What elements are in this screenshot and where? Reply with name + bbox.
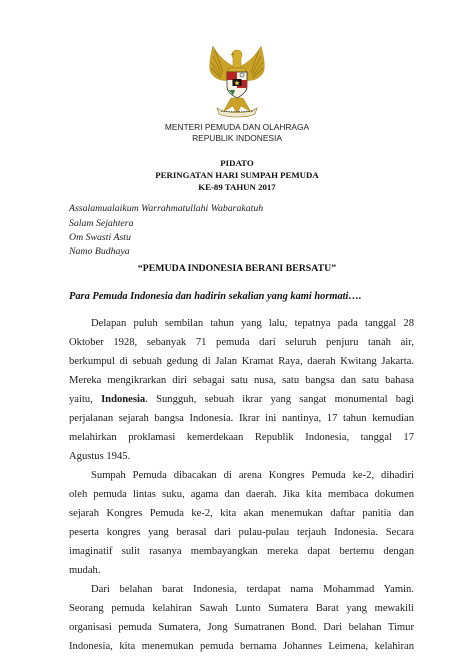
document-title: PIDATO — [220, 158, 254, 168]
greeting-islamic: Assalamualaikum Warrahmatullahi Wabarakatuh — [69, 203, 264, 214]
greeting-buddhist: Namo Budhaya — [69, 246, 130, 257]
paragraph-line: melahirkan proklamasi kemerdekaan Republik Indonesia, tanggal 17 — [69, 432, 414, 443]
paragraph-line: perjalanan sejarah bangsa Indonesia. Ikrar ini nantinya, 17 tahun kemudian — [69, 413, 414, 424]
text-span: . Sungguh, sebuah ikrar yang sangat monumental bagi — [145, 394, 415, 405]
paragraph-line: Mereka mengikrarkan diri sebagai satu nusa, satu bangsa dan satu bahasa — [69, 375, 414, 386]
paragraph-line: imaginatif sulit rasanya membayangkan mereka dapat bertemu dengan — [69, 546, 414, 557]
pancasila-shield-icon — [227, 72, 247, 98]
document-edition: KE-89 TAHUN 2017 — [198, 182, 276, 192]
paragraph-line: peserta kongres yang berasal dari pulau-pulau terjauh Indonesia. Secara — [69, 527, 414, 538]
paragraph-line: Oktober 1928, sebanyak 71 pemuda dari seluruh penjuru tanah air, — [69, 337, 414, 348]
bold-term: Indonesia — [101, 394, 146, 405]
ministry-country: REPUBLIK INDONESIA — [192, 133, 282, 143]
speech-theme: “PEMUDA INDONESIA BERANI BERSATU” — [137, 263, 337, 274]
greeting-christian: Salam Sejahtera — [69, 218, 134, 229]
paragraph-line: berkumpul di sebuah gedung di Jalan Kramat Raya, daerah Kwitang Jakarta. — [69, 356, 414, 367]
text-span: yaitu, — [69, 394, 102, 405]
garuda-emblem — [203, 44, 271, 120]
paragraph-line: sejarah Kongres Pemuda ke-2, kita akan menemukan daftar panitia dan — [69, 508, 414, 519]
paragraph-line: Seorang pemuda kelahiran Sawah Lunto Sumatera Barat yang mewakili — [69, 603, 414, 614]
greeting-hindu: Om Swasti Astu — [69, 232, 131, 243]
speech-address: Para Pemuda Indonesia dan hadirin sekalian yang kami hormati…. — [69, 291, 362, 302]
document-subtitle: PERINGATAN HARI SUMPAH PEMUDA — [155, 170, 319, 180]
paragraph-line: Agustus 1945. — [69, 451, 131, 462]
paragraph-line — [69, 394, 414, 405]
paragraph-line: mudah. — [69, 565, 101, 576]
paragraph-line: Sumpah Pemuda dibacakan di arena Kongres Pemuda ke-2, dihadiri — [91, 470, 414, 481]
paragraph-line: Indonesia, kita menemukan pemuda bernama Johannes Leimena, kelahiran — [69, 641, 414, 652]
paragraph-line: Delapan puluh sembilan tahun yang lalu, tepatnya pada tanggal 28 — [91, 318, 414, 329]
paragraph-line: oleh pemuda lintas suku, agama dan daerah. Jika kita membaca dokumen — [69, 489, 414, 500]
paragraph-line: organisasi pemuda Sumatera, Jong Sumatranen Bond. Dari belahan Timur — [69, 622, 414, 633]
paragraph-line: Dari belahan barat Indonesia, terdapat nama Mohammad Yamin. — [91, 584, 414, 595]
ministry-name: MENTERI PEMUDA DAN OLAHRAGA — [164, 122, 310, 132]
